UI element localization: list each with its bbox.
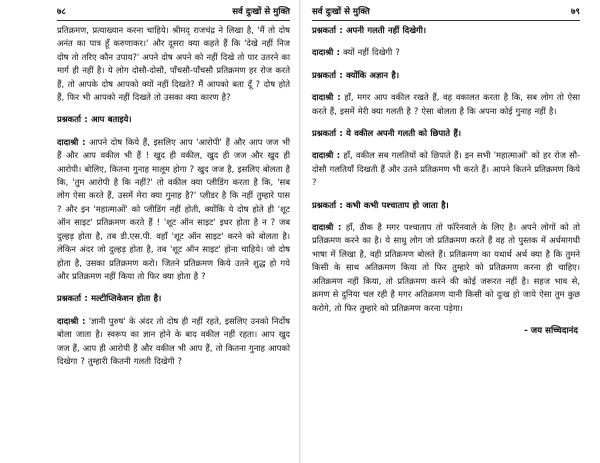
speaker-label: दादाश्री : — [57, 315, 86, 326]
speaker-label: दादाश्री : — [57, 136, 86, 147]
speaker-label: प्रश्नकर्ता : — [312, 128, 343, 139]
paragraph-text: प्रतिक्रमण, प्रत्याख्यान करना चाहिये। श्रीमद् राजचंद्र ने लिखा है, 'मैं तो दोष अनंत का पात्र हूँ करुणाकर।' और दूसरा क्या कहते हैं कि 'देखे नहीं निज दोष तो तरिए कौन उपाय?' अपने दोष अपने को नहीं दिखे तो पार उतरने का मार्ग ही नहीं है। ये लोग दोसौ-दोसौ, पाँचसौ-पाँचसौ प्रतिक्रमण हर रोज करते हैं, तो आपके दोष आपको क्यों नहीं दिखते? मैं आपको बता दूँ ? दोष होते हैं, फिर भी आपको नहीं दिखते तो उसका क्या कारण है? — [57, 25, 290, 103]
book-gutter — [299, 0, 301, 463]
speaker-label: प्रश्नकर्ता : — [312, 199, 343, 210]
speaker-label: प्रश्नकर्ता : — [312, 25, 343, 35]
paragraph-text: हाँ, वकील सब गलतियों को छिपाते हैं। इन सभी 'महात्माओं' को हर रोज सौ-दोसौ गलतियाँ दिखती हैं और उतने प्रतिक्रमण भी करते हैं। आपने कितने प्रतिक्रमण किये ? — [312, 150, 581, 188]
left-paragraph-3 — [57, 136, 290, 283]
speaker-label: प्रश्नकर्ता : — [57, 293, 88, 304]
right-paragraph-7 — [312, 199, 580, 212]
right-page — [300, 0, 600, 463]
paragraph-text: ये वकील अपनी गलती को छिपाते हैं। — [346, 128, 462, 139]
right-paragraph-1 — [312, 24, 580, 37]
paragraph-text: आप बताइये। — [91, 114, 132, 125]
paragraph-text: आपने दोष किये हैं, इसलिए आप 'आरोपी' हैं और आप जज भी हैं और आप वकील भी हैं ! खुद ही वकील, खुद ही जज और खुद ही आरोपी। बोलिए, कितना गुनाह मालूम होगा ? खुद जज है, इसलिए बोलता है कि, 'तुम आरोपी है कि नहीं?' तो वकील क्या प्लीडिंग करता है कि, 'सब लोग ऐसा करते हैं, उसमें मेरा क्या गुनाह है?' प्लीडर है कि नहीं तुम्हारे पास ? और इन 'महात्माओं' को प्लीडिंग नहीं होती, क्योंकि ये दोष होते ही 'शूट ऑन साइट' प्रतिक्रमण करते हैं ! 'शूट ऑन साइट' इधर होता है न ? जब दुल्हड़ होता है, तब डी.एस.पी. वहाँ 'शूट ऑन साइट' करने को बोलता है। लेकिन अंदर जो दुल्हड़ होता है, तब 'शूट ऑन साइट' होना चाहिये। जो दोष होता है, उसका प्रतिक्रमण करो। जितने प्रतिक्रमण किये उतने शुद्ध हो गये और प्रतिक्रमण नहीं किया तो फिर क्या होता है ? — [57, 136, 291, 281]
left-running-title: सर्व दुःखों से मुक्ति — [232, 7, 290, 17]
speaker-label: दादाश्री : — [312, 222, 342, 233]
speaker-label: दादाश्री : — [312, 150, 341, 161]
right-paragraph-6 — [312, 149, 580, 189]
speaker-label: प्रश्नकर्ता : — [57, 114, 88, 125]
paragraph-text: अपनी गलती नहीं दिखेगी। — [346, 25, 427, 35]
paragraph-text: क्योंकि अज्ञान है। — [346, 69, 400, 80]
right-running-title: सर्व दुःखों से मुक्ति — [312, 7, 370, 17]
right-paragraph-5 — [312, 127, 580, 140]
paragraph-text: क्यों नहीं दिखेगी ? — [343, 47, 400, 58]
paragraph-text: मल्टीप्लिकेशन होता है। — [91, 293, 162, 304]
right-paragraph-4 — [312, 91, 580, 118]
signature: - जय सच्चिदानंद — [524, 325, 578, 336]
right-paragraph-2 — [312, 46, 580, 59]
paragraph-text: हाँ, मगर आप वकील रखते हैं, वह वकालत करता है कि, सब लोग तो ऐसा करते हैं, इसमें मेरी क्या गलती है ? ऐसा बोलता है कि अपना कोई गुनाह नहीं है। — [312, 92, 580, 116]
right-page-number: ७९ — [571, 7, 580, 17]
right-paragraph-3 — [312, 69, 580, 82]
left-header-rule — [57, 20, 290, 21]
left-page-number: ७८ — [57, 7, 66, 17]
speaker-label: प्रश्नकर्ता : — [312, 69, 343, 80]
paragraph-text: हाँ, ठीक है मगर पश्चाताप तो फॉरेनवाले के लिए है। अपने लोगों को तो प्रतिक्रमण करने का है। ये साधु लोग जो प्रतिक्रमण करते हैं वह तो पुस्तक में अर्धमागधी भाषा में लिखा है, वही प्रतिक्रमण बोलते हैं। प्रतिक्रमण का यथार्थ अर्थ क्या है कि तुमने किसी के साथ अतिक्रमण किया तो फिर तुम्हारे को प्रतिक्रमण करना ही चाहिए। अतिक्रमण नहीं किया, तो प्रतिक्रमण करने की कोई जरूरत नहीं है। सहज भाव से, क्रमण से दुनिया चल रही है मगर अतिक्रमण यानी किसी को दुःख हो जाये ऐसा तुम कुछ करोगे, तो फिर तुम्हारे को प्रतिक्रमण करना पड़ेगा। — [312, 222, 581, 313]
right-page-header — [312, 6, 580, 19]
paragraph-text: 'ज्ञानी पुरुष' के अंदर तो दोष ही नहीं रहते, इसलिए उनको निर्दोष बोला जाता है। स्वरूप का ज्ञान होने के बाद वकील नहीं रहता। आप खुद जज हैं, आप ही आरोपी हैं और वकील भी आप हैं, तो कितना गुनाह आपको दिखेगा ? तुम्हारी कितनी गलती दिखेगी ? — [57, 315, 291, 366]
left-paragraph-1 — [57, 24, 290, 104]
paragraph-text: कभी कभी पश्चाताप हो जाता है। — [346, 199, 449, 210]
left-page-header — [57, 6, 290, 19]
left-paragraph-5 — [57, 315, 290, 369]
left-paragraph-4 — [57, 292, 290, 305]
left-paragraph-2 — [57, 113, 290, 126]
speaker-label: दादाश्री : — [312, 47, 340, 58]
right-paragraph-8 — [312, 221, 580, 315]
right-header-rule — [312, 20, 580, 21]
speaker-label: दादाश्री : — [312, 92, 341, 103]
